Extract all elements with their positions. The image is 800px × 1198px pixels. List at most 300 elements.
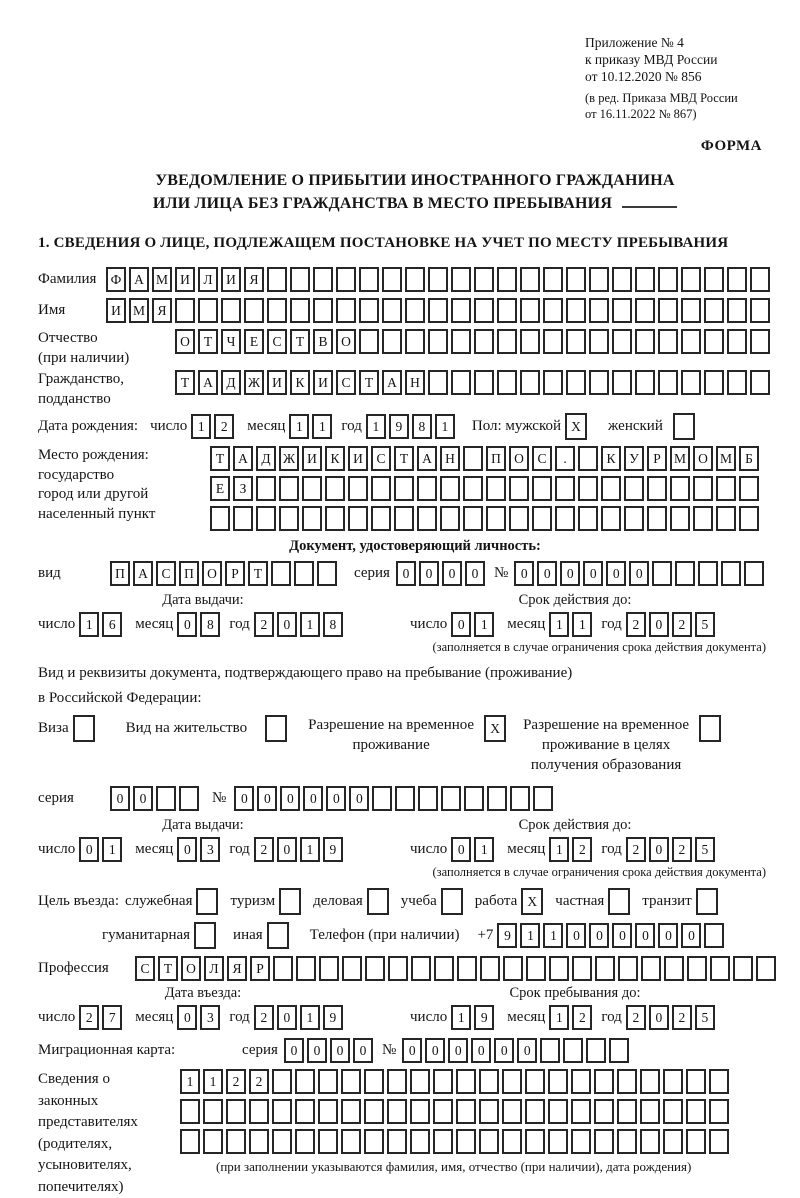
char-cell[interactable] bbox=[359, 298, 379, 323]
char-cell[interactable] bbox=[272, 1129, 292, 1154]
char-cell[interactable]: 1 bbox=[366, 414, 386, 439]
char-cell[interactable] bbox=[693, 506, 713, 531]
char-cell[interactable] bbox=[410, 1099, 430, 1124]
char-cell[interactable] bbox=[342, 956, 362, 981]
char-cell[interactable]: Р bbox=[250, 956, 270, 981]
char-cell[interactable]: 2 bbox=[79, 1005, 99, 1030]
char-cell[interactable]: X bbox=[484, 715, 506, 742]
char-cell[interactable] bbox=[608, 888, 630, 915]
char-cell[interactable] bbox=[364, 1099, 384, 1124]
char-cell[interactable] bbox=[302, 476, 322, 501]
char-cell[interactable]: 8 bbox=[412, 414, 432, 439]
char-cell[interactable] bbox=[418, 786, 438, 811]
char-cell[interactable]: 0 bbox=[419, 561, 439, 586]
char-cell[interactable] bbox=[428, 298, 448, 323]
char-cell[interactable] bbox=[272, 1069, 292, 1094]
char-cell[interactable]: 0 bbox=[425, 1038, 445, 1063]
char-cell[interactable]: 2 bbox=[626, 612, 646, 637]
char-cell[interactable]: 0 bbox=[353, 1038, 373, 1063]
char-cell[interactable] bbox=[601, 506, 621, 531]
char-cell[interactable] bbox=[226, 1129, 246, 1154]
char-cell[interactable] bbox=[699, 715, 721, 742]
char-cell[interactable] bbox=[175, 298, 195, 323]
char-cell[interactable] bbox=[203, 1129, 223, 1154]
char-cell[interactable]: П bbox=[179, 561, 199, 586]
char-cell[interactable] bbox=[540, 1038, 560, 1063]
char-cell[interactable]: 7 bbox=[102, 1005, 122, 1030]
char-cell[interactable] bbox=[348, 476, 368, 501]
char-cell[interactable] bbox=[405, 329, 425, 354]
char-cell[interactable] bbox=[428, 329, 448, 354]
char-cell[interactable] bbox=[739, 476, 759, 501]
char-cell[interactable]: 0 bbox=[658, 923, 678, 948]
char-cell[interactable] bbox=[555, 476, 575, 501]
char-cell[interactable]: 0 bbox=[451, 612, 471, 637]
char-cell[interactable]: О bbox=[181, 956, 201, 981]
char-cell[interactable]: Ф bbox=[106, 267, 126, 292]
char-cell[interactable]: Я bbox=[244, 267, 264, 292]
char-cell[interactable] bbox=[474, 370, 494, 395]
char-cell[interactable] bbox=[681, 329, 701, 354]
char-cell[interactable]: 0 bbox=[284, 1038, 304, 1063]
char-cell[interactable] bbox=[179, 786, 199, 811]
char-cell[interactable] bbox=[371, 506, 391, 531]
char-cell[interactable]: 1 bbox=[203, 1069, 223, 1094]
char-cell[interactable] bbox=[497, 298, 517, 323]
char-cell[interactable] bbox=[457, 956, 477, 981]
char-cell[interactable] bbox=[479, 1069, 499, 1094]
char-cell[interactable]: 0 bbox=[177, 612, 197, 637]
char-cell[interactable] bbox=[509, 506, 529, 531]
char-cell[interactable] bbox=[382, 329, 402, 354]
char-cell[interactable]: Т bbox=[359, 370, 379, 395]
char-cell[interactable] bbox=[267, 298, 287, 323]
char-cell[interactable]: 0 bbox=[612, 923, 632, 948]
char-cell[interactable] bbox=[640, 1129, 660, 1154]
char-cell[interactable] bbox=[502, 1069, 522, 1094]
char-cell[interactable] bbox=[739, 506, 759, 531]
char-cell[interactable] bbox=[727, 267, 747, 292]
char-cell[interactable] bbox=[658, 370, 678, 395]
char-cell[interactable] bbox=[709, 1099, 729, 1124]
char-cell[interactable] bbox=[410, 1129, 430, 1154]
char-cell[interactable] bbox=[617, 1129, 637, 1154]
char-cell[interactable] bbox=[543, 298, 563, 323]
char-cell[interactable] bbox=[249, 1129, 269, 1154]
char-cell[interactable] bbox=[675, 561, 695, 586]
char-cell[interactable] bbox=[704, 370, 724, 395]
char-cell[interactable]: 0 bbox=[649, 612, 669, 637]
char-cell[interactable]: 1 bbox=[300, 1005, 320, 1030]
char-cell[interactable]: 0 bbox=[110, 786, 130, 811]
char-cell[interactable] bbox=[463, 476, 483, 501]
char-cell[interactable]: 0 bbox=[277, 837, 297, 862]
char-cell[interactable] bbox=[440, 506, 460, 531]
char-cell[interactable] bbox=[387, 1129, 407, 1154]
char-cell[interactable] bbox=[704, 923, 724, 948]
char-cell[interactable]: 1 bbox=[180, 1069, 200, 1094]
char-cell[interactable] bbox=[73, 715, 95, 742]
char-cell[interactable] bbox=[474, 267, 494, 292]
char-cell[interactable] bbox=[640, 1069, 660, 1094]
char-cell[interactable] bbox=[618, 956, 638, 981]
char-cell[interactable]: 1 bbox=[549, 612, 569, 637]
char-cell[interactable]: 0 bbox=[517, 1038, 537, 1063]
char-cell[interactable]: 0 bbox=[303, 786, 323, 811]
char-cell[interactable]: К bbox=[290, 370, 310, 395]
char-cell[interactable] bbox=[180, 1129, 200, 1154]
char-cell[interactable] bbox=[336, 298, 356, 323]
char-cell[interactable] bbox=[456, 1099, 476, 1124]
char-cell[interactable]: 0 bbox=[326, 786, 346, 811]
char-cell[interactable] bbox=[566, 329, 586, 354]
char-cell[interactable] bbox=[658, 298, 678, 323]
char-cell[interactable] bbox=[756, 956, 776, 981]
char-cell[interactable] bbox=[405, 298, 425, 323]
char-cell[interactable] bbox=[290, 267, 310, 292]
char-cell[interactable] bbox=[594, 1129, 614, 1154]
char-cell[interactable] bbox=[589, 298, 609, 323]
char-cell[interactable]: М bbox=[716, 446, 736, 471]
char-cell[interactable] bbox=[382, 298, 402, 323]
char-cell[interactable] bbox=[295, 1069, 315, 1094]
char-cell[interactable] bbox=[474, 298, 494, 323]
char-cell[interactable]: Н bbox=[440, 446, 460, 471]
char-cell[interactable]: 2 bbox=[672, 1005, 692, 1030]
char-cell[interactable]: 0 bbox=[280, 786, 300, 811]
char-cell[interactable] bbox=[640, 1099, 660, 1124]
char-cell[interactable] bbox=[456, 1069, 476, 1094]
char-cell[interactable] bbox=[525, 1129, 545, 1154]
char-cell[interactable] bbox=[434, 956, 454, 981]
char-cell[interactable]: 1 bbox=[451, 1005, 471, 1030]
char-cell[interactable]: Т bbox=[290, 329, 310, 354]
char-cell[interactable] bbox=[249, 1099, 269, 1124]
char-cell[interactable] bbox=[548, 1099, 568, 1124]
char-cell[interactable] bbox=[709, 1129, 729, 1154]
char-cell[interactable] bbox=[635, 298, 655, 323]
char-cell[interactable]: 1 bbox=[474, 612, 494, 637]
char-cell[interactable] bbox=[750, 298, 770, 323]
char-cell[interactable]: Р bbox=[647, 446, 667, 471]
char-cell[interactable]: О bbox=[509, 446, 529, 471]
char-cell[interactable] bbox=[750, 267, 770, 292]
char-cell[interactable] bbox=[210, 506, 230, 531]
char-cell[interactable]: Л bbox=[198, 267, 218, 292]
char-cell[interactable] bbox=[681, 370, 701, 395]
char-cell[interactable] bbox=[612, 298, 632, 323]
char-cell[interactable]: 0 bbox=[537, 561, 557, 586]
char-cell[interactable] bbox=[394, 476, 414, 501]
char-cell[interactable] bbox=[750, 370, 770, 395]
char-cell[interactable] bbox=[673, 413, 695, 440]
char-cell[interactable]: А bbox=[133, 561, 153, 586]
char-cell[interactable]: Я bbox=[152, 298, 172, 323]
char-cell[interactable] bbox=[388, 956, 408, 981]
char-cell[interactable] bbox=[704, 329, 724, 354]
char-cell[interactable] bbox=[487, 786, 507, 811]
char-cell[interactable] bbox=[497, 267, 517, 292]
char-cell[interactable] bbox=[612, 370, 632, 395]
char-cell[interactable]: 0 bbox=[277, 1005, 297, 1030]
char-cell[interactable] bbox=[698, 561, 718, 586]
char-cell[interactable]: 0 bbox=[649, 1005, 669, 1030]
char-cell[interactable] bbox=[296, 956, 316, 981]
char-cell[interactable]: Л bbox=[204, 956, 224, 981]
char-cell[interactable] bbox=[704, 298, 724, 323]
char-cell[interactable]: Т bbox=[158, 956, 178, 981]
char-cell[interactable] bbox=[548, 1069, 568, 1094]
char-cell[interactable] bbox=[497, 329, 517, 354]
char-cell[interactable] bbox=[464, 786, 484, 811]
char-cell[interactable]: А bbox=[417, 446, 437, 471]
char-cell[interactable]: К bbox=[325, 446, 345, 471]
char-cell[interactable]: С bbox=[156, 561, 176, 586]
char-cell[interactable] bbox=[710, 956, 730, 981]
char-cell[interactable]: О bbox=[336, 329, 356, 354]
char-cell[interactable] bbox=[371, 476, 391, 501]
char-cell[interactable]: Т bbox=[175, 370, 195, 395]
char-cell[interactable] bbox=[548, 1129, 568, 1154]
char-cell[interactable]: 8 bbox=[200, 612, 220, 637]
char-cell[interactable] bbox=[433, 1099, 453, 1124]
char-cell[interactable]: 0 bbox=[448, 1038, 468, 1063]
char-cell[interactable]: 9 bbox=[474, 1005, 494, 1030]
char-cell[interactable]: С bbox=[135, 956, 155, 981]
char-cell[interactable]: 0 bbox=[133, 786, 153, 811]
char-cell[interactable] bbox=[647, 476, 667, 501]
char-cell[interactable] bbox=[635, 329, 655, 354]
char-cell[interactable]: 0 bbox=[257, 786, 277, 811]
char-cell[interactable]: 0 bbox=[349, 786, 369, 811]
char-cell[interactable] bbox=[647, 506, 667, 531]
char-cell[interactable] bbox=[670, 506, 690, 531]
char-cell[interactable] bbox=[341, 1129, 361, 1154]
char-cell[interactable]: И bbox=[106, 298, 126, 323]
char-cell[interactable] bbox=[750, 329, 770, 354]
char-cell[interactable]: 9 bbox=[323, 837, 343, 862]
char-cell[interactable]: 3 bbox=[200, 837, 220, 862]
char-cell[interactable] bbox=[417, 506, 437, 531]
char-cell[interactable]: X bbox=[521, 888, 543, 915]
char-cell[interactable] bbox=[194, 922, 216, 949]
char-cell[interactable] bbox=[526, 956, 546, 981]
char-cell[interactable] bbox=[387, 1069, 407, 1094]
char-cell[interactable] bbox=[486, 476, 506, 501]
char-cell[interactable] bbox=[624, 476, 644, 501]
char-cell[interactable]: 5 bbox=[695, 1005, 715, 1030]
char-cell[interactable] bbox=[594, 1099, 614, 1124]
char-cell[interactable] bbox=[525, 1099, 545, 1124]
char-cell[interactable] bbox=[441, 786, 461, 811]
char-cell[interactable]: 2 bbox=[672, 612, 692, 637]
char-cell[interactable] bbox=[367, 888, 389, 915]
char-cell[interactable]: 9 bbox=[323, 1005, 343, 1030]
char-cell[interactable] bbox=[578, 476, 598, 501]
char-cell[interactable]: 2 bbox=[572, 1005, 592, 1030]
char-cell[interactable] bbox=[295, 1099, 315, 1124]
char-cell[interactable]: 1 bbox=[572, 612, 592, 637]
char-cell[interactable]: 1 bbox=[435, 414, 455, 439]
char-cell[interactable]: З bbox=[233, 476, 253, 501]
char-cell[interactable]: 2 bbox=[254, 837, 274, 862]
char-cell[interactable] bbox=[652, 561, 672, 586]
char-cell[interactable]: Ж bbox=[244, 370, 264, 395]
char-cell[interactable]: Ч bbox=[221, 329, 241, 354]
char-cell[interactable] bbox=[456, 1129, 476, 1154]
char-cell[interactable] bbox=[658, 267, 678, 292]
char-cell[interactable]: Н bbox=[405, 370, 425, 395]
char-cell[interactable] bbox=[502, 1129, 522, 1154]
char-cell[interactable]: А bbox=[233, 446, 253, 471]
char-cell[interactable] bbox=[571, 1129, 591, 1154]
char-cell[interactable] bbox=[586, 1038, 606, 1063]
char-cell[interactable]: 0 bbox=[234, 786, 254, 811]
char-cell[interactable] bbox=[510, 786, 530, 811]
char-cell[interactable] bbox=[395, 786, 415, 811]
char-cell[interactable] bbox=[198, 298, 218, 323]
char-cell[interactable] bbox=[566, 267, 586, 292]
char-cell[interactable] bbox=[265, 715, 287, 742]
char-cell[interactable]: 1 bbox=[549, 837, 569, 862]
char-cell[interactable]: 0 bbox=[494, 1038, 514, 1063]
char-cell[interactable]: О bbox=[202, 561, 222, 586]
char-cell[interactable] bbox=[733, 956, 753, 981]
char-cell[interactable]: 0 bbox=[583, 561, 603, 586]
char-cell[interactable] bbox=[571, 1099, 591, 1124]
char-cell[interactable] bbox=[451, 298, 471, 323]
char-cell[interactable] bbox=[290, 298, 310, 323]
char-cell[interactable]: 0 bbox=[177, 837, 197, 862]
char-cell[interactable] bbox=[365, 956, 385, 981]
char-cell[interactable] bbox=[372, 786, 392, 811]
char-cell[interactable] bbox=[318, 1129, 338, 1154]
char-cell[interactable] bbox=[479, 1129, 499, 1154]
char-cell[interactable] bbox=[589, 267, 609, 292]
char-cell[interactable]: 2 bbox=[249, 1069, 269, 1094]
char-cell[interactable] bbox=[727, 298, 747, 323]
char-cell[interactable] bbox=[382, 267, 402, 292]
char-cell[interactable] bbox=[572, 956, 592, 981]
char-cell[interactable] bbox=[509, 476, 529, 501]
char-cell[interactable] bbox=[428, 370, 448, 395]
char-cell[interactable] bbox=[272, 1099, 292, 1124]
char-cell[interactable] bbox=[502, 1099, 522, 1124]
char-cell[interactable]: 2 bbox=[254, 612, 274, 637]
char-cell[interactable]: 1 bbox=[300, 612, 320, 637]
char-cell[interactable] bbox=[525, 1069, 545, 1094]
char-cell[interactable]: Р bbox=[225, 561, 245, 586]
char-cell[interactable] bbox=[721, 561, 741, 586]
char-cell[interactable] bbox=[463, 506, 483, 531]
char-cell[interactable]: А bbox=[382, 370, 402, 395]
char-cell[interactable]: 1 bbox=[289, 414, 309, 439]
char-cell[interactable]: 0 bbox=[177, 1005, 197, 1030]
char-cell[interactable] bbox=[313, 298, 333, 323]
char-cell[interactable]: И bbox=[313, 370, 333, 395]
char-cell[interactable]: 0 bbox=[396, 561, 416, 586]
char-cell[interactable]: 0 bbox=[514, 561, 534, 586]
char-cell[interactable] bbox=[233, 506, 253, 531]
char-cell[interactable]: 0 bbox=[560, 561, 580, 586]
char-cell[interactable]: 0 bbox=[277, 612, 297, 637]
char-cell[interactable] bbox=[279, 506, 299, 531]
char-cell[interactable] bbox=[663, 1069, 683, 1094]
char-cell[interactable] bbox=[601, 476, 621, 501]
char-cell[interactable]: 1 bbox=[312, 414, 332, 439]
char-cell[interactable]: Ж bbox=[279, 446, 299, 471]
char-cell[interactable]: 1 bbox=[474, 837, 494, 862]
char-cell[interactable]: 8 bbox=[323, 612, 343, 637]
char-cell[interactable]: . bbox=[555, 446, 575, 471]
char-cell[interactable] bbox=[440, 476, 460, 501]
char-cell[interactable] bbox=[359, 329, 379, 354]
char-cell[interactable]: 0 bbox=[330, 1038, 350, 1063]
char-cell[interactable] bbox=[325, 476, 345, 501]
char-cell[interactable]: И bbox=[221, 267, 241, 292]
char-cell[interactable] bbox=[267, 267, 287, 292]
char-cell[interactable] bbox=[256, 506, 276, 531]
char-cell[interactable]: А bbox=[198, 370, 218, 395]
char-cell[interactable] bbox=[318, 1069, 338, 1094]
char-cell[interactable]: 0 bbox=[307, 1038, 327, 1063]
char-cell[interactable] bbox=[341, 1099, 361, 1124]
char-cell[interactable] bbox=[302, 506, 322, 531]
char-cell[interactable]: С bbox=[267, 329, 287, 354]
char-cell[interactable]: О bbox=[175, 329, 195, 354]
char-cell[interactable] bbox=[295, 1129, 315, 1154]
char-cell[interactable]: 1 bbox=[102, 837, 122, 862]
char-cell[interactable] bbox=[578, 506, 598, 531]
char-cell[interactable] bbox=[394, 506, 414, 531]
char-cell[interactable]: П bbox=[110, 561, 130, 586]
char-cell[interactable] bbox=[727, 370, 747, 395]
char-cell[interactable] bbox=[532, 476, 552, 501]
char-cell[interactable] bbox=[433, 1069, 453, 1094]
char-cell[interactable] bbox=[571, 1069, 591, 1094]
char-cell[interactable] bbox=[693, 476, 713, 501]
char-cell[interactable] bbox=[294, 561, 314, 586]
char-cell[interactable]: 2 bbox=[626, 837, 646, 862]
char-cell[interactable] bbox=[180, 1099, 200, 1124]
char-cell[interactable] bbox=[641, 956, 661, 981]
char-cell[interactable]: 0 bbox=[589, 923, 609, 948]
char-cell[interactable] bbox=[543, 329, 563, 354]
char-cell[interactable] bbox=[364, 1069, 384, 1094]
char-cell[interactable] bbox=[256, 476, 276, 501]
char-cell[interactable] bbox=[319, 956, 339, 981]
char-cell[interactable] bbox=[325, 506, 345, 531]
char-cell[interactable]: X bbox=[565, 413, 587, 440]
char-cell[interactable] bbox=[417, 476, 437, 501]
char-cell[interactable] bbox=[578, 446, 598, 471]
char-cell[interactable] bbox=[543, 267, 563, 292]
char-cell[interactable] bbox=[497, 370, 517, 395]
char-cell[interactable] bbox=[271, 561, 291, 586]
char-cell[interactable] bbox=[686, 1069, 706, 1094]
char-cell[interactable] bbox=[681, 298, 701, 323]
char-cell[interactable] bbox=[549, 956, 569, 981]
char-cell[interactable]: А bbox=[129, 267, 149, 292]
char-cell[interactable] bbox=[533, 786, 553, 811]
char-cell[interactable] bbox=[543, 370, 563, 395]
char-cell[interactable] bbox=[226, 1099, 246, 1124]
char-cell[interactable] bbox=[156, 786, 176, 811]
char-cell[interactable]: Б bbox=[739, 446, 759, 471]
char-cell[interactable] bbox=[520, 298, 540, 323]
char-cell[interactable]: 1 bbox=[191, 414, 211, 439]
char-cell[interactable] bbox=[221, 298, 241, 323]
